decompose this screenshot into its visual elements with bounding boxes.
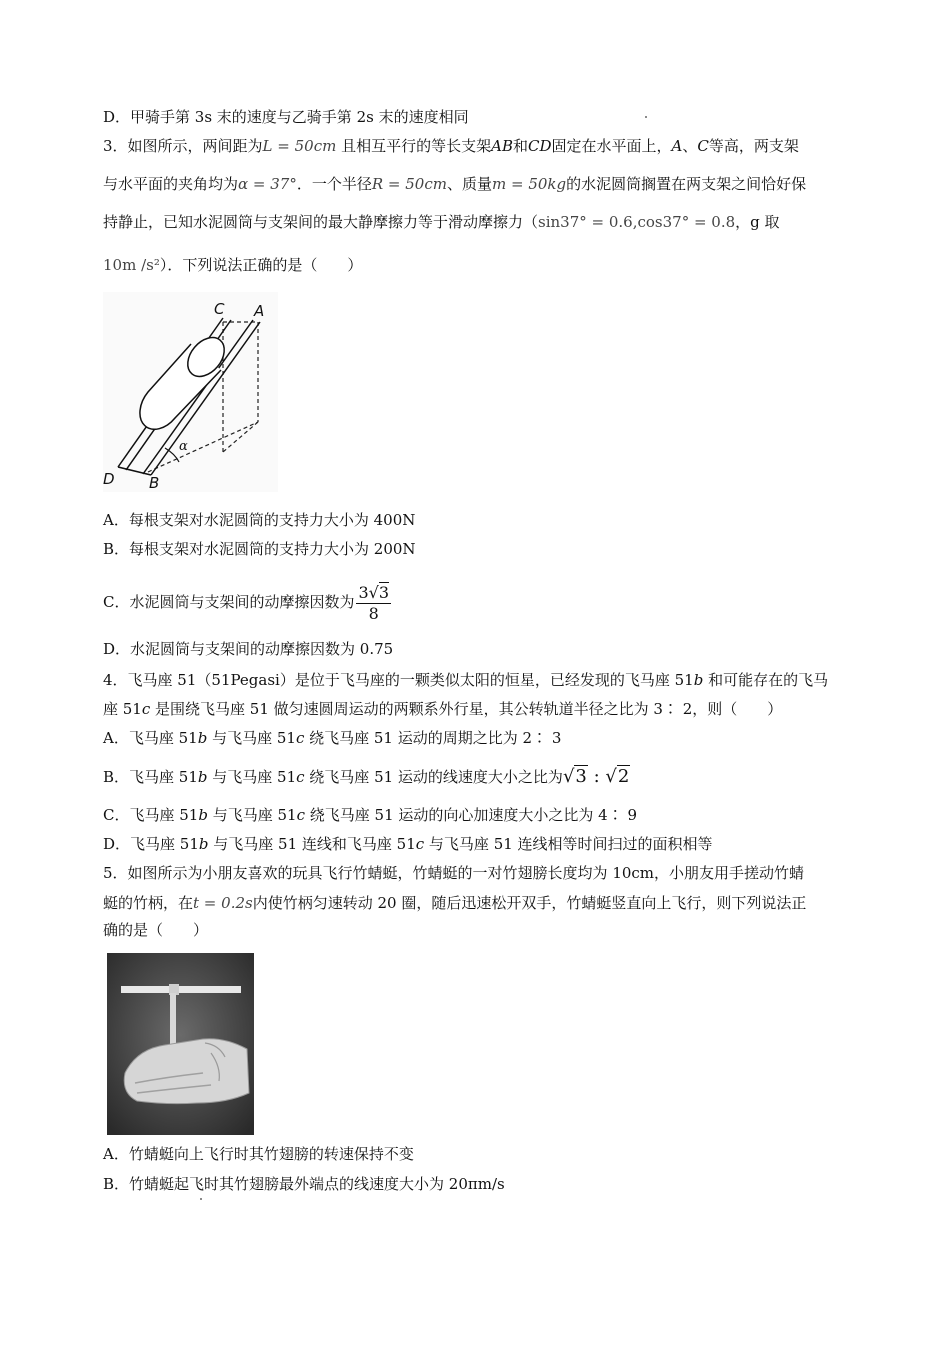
q5-option-a: A．竹蜻蜓向上飞行时其竹翅膀的转速保持不变 <box>103 1145 414 1163</box>
fraction-3sqrt3-over-8: $\frac{3√3}{8}$ <box>358 582 390 623</box>
eq-trig: sin37° = 0.6,cos37° = 0.8 <box>538 213 736 231</box>
eq-t: t = 0.2s <box>193 894 253 912</box>
label-C: C <box>214 300 225 318</box>
q2-option-d: D．甲骑手第 3s 末的速度与乙骑手第 2s 末的速度相同 <box>103 108 469 126</box>
q5-stem-line2: 蜓的竹柄，在t = 0.2s内使竹柄匀速转动 20 圈，随后迅速松开双手，竹蜻蜓竖直向上飞行，则下列说法正 <box>103 894 807 912</box>
q5-stem-line3: 确的是（ ） <box>103 921 209 939</box>
sqrt3-to-sqrt2: √3 : √2 <box>562 766 630 787</box>
speck <box>200 1198 202 1200</box>
q4-option-b: B．飞马座 51b 与飞马座 51c 绕飞马座 51 运动的线速度大小之比为√3 : √2 <box>103 763 630 791</box>
eq-L: L = 50cm <box>262 137 337 155</box>
eq-R: R = 50cm <box>371 175 447 193</box>
q4-option-a: A．飞马座 51b 与飞马座 51c 绕飞马座 51 运动的周期之比为 2∶ 3 <box>103 729 562 747</box>
q4-stem-line2: 座 51c 是围绕飞马座 51 做匀速圆周运动的两颗系外行星，其公转轨道半径之比为 3∶ 2，则（ ） <box>103 700 783 718</box>
label-D: D <box>103 470 115 488</box>
q4-option-d: D．飞马座 51b 与飞马座 51 连线和飞马座 51c 与飞马座 51 连线相等时间扫过的面积相等 <box>103 835 713 853</box>
q3-figure <box>103 292 278 492</box>
label-alpha: α <box>179 439 188 454</box>
q5-stem-line1: 5．如图所示为小朋友喜欢的玩具飞行竹蜻蜓，竹蜻蜓的一对竹翅膀长度均为 10cm，小朋友用手搓动竹蜻 <box>103 864 805 882</box>
q3-stem-line4: 10m /s²）．下列说法正确的是（ ） <box>103 256 363 274</box>
q3-stem-line3: 持静止，已知水泥圆筒与支架间的最大静摩擦力等于滑动摩擦力（sin37° = 0.6,cos37° = 0.8，g 取 <box>103 213 780 231</box>
speck <box>645 116 647 118</box>
bamboo-dragonfly-photo <box>107 953 254 1135</box>
eq-g: 10m /s² <box>103 256 160 274</box>
eq-m: m = 50kg <box>492 175 567 193</box>
q3-stem-line2: 与水平面的夹角均为α = 37°．一个半径R = 50cm、质量m = 50kg的水泥圆筒搁置在两支架之间恰好保 <box>103 175 807 193</box>
q3-option-b: B．每根支架对水泥圆筒的支持力大小为 200N <box>103 540 416 558</box>
q3-stem-line1: 3．如图所示，两间距为L = 50cm 且相互平行的等长支架AB和CD固定在水平面上，A、C等高，两支架 <box>103 137 799 155</box>
q3-option-c: C．水泥圆筒与支架间的动摩擦因数为 $\frac{3√3}{8}$ <box>103 582 390 623</box>
label-B: B <box>149 474 160 492</box>
q4-stem-line1: 4．飞马座 51（51Pegasi）是位于飞马座的一颗类似太阳的恒星，已经发现的飞马座 51b 和可能存在的飞马 <box>103 671 829 689</box>
q4-option-c: C．飞马座 51b 与飞马座 51c 绕飞马座 51 运动的向心加速度大小之比为 4∶ 9 <box>103 806 638 824</box>
q3-option-a: A．每根支架对水泥圆筒的支持力大小为 400N <box>103 511 416 529</box>
label-A: A <box>254 302 265 320</box>
q5-option-b: B．竹蜻蜓起飞时其竹翅膀最外端点的线速度大小为 20πm/s <box>103 1175 505 1193</box>
q3-option-d: D．水泥圆筒与支架间的动摩擦因数为 0.75 <box>103 640 394 658</box>
eq-alpha: α = 37° <box>238 175 297 193</box>
